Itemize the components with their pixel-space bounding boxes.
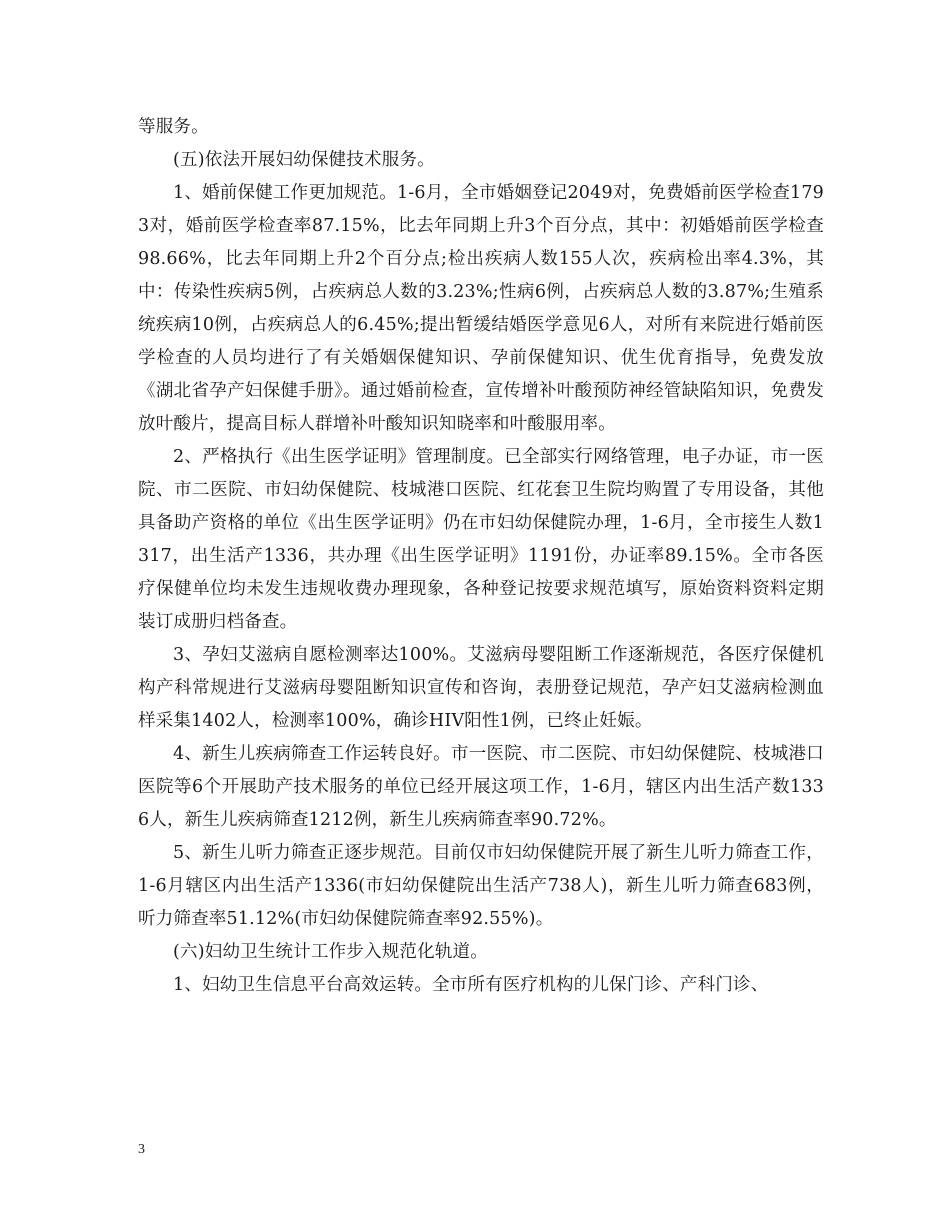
paragraph-hearing-screening: 5、新生儿听力筛查正逐步规范。目前仅市妇幼保健院开展了新生儿听力筛查工作，1-6月辖区内出生活产1336(市妇幼保健院出生活产738人)，新生儿听力筛查683例，听力筛查率51.12%(市妇幼保健院筛查率92.55%)。 [138, 843, 824, 929]
paragraph-newborn-screening: 4、新生儿疾病筛查工作运转良好。市一医院、市二医院、市妇幼保健院、枝城港口医院等6个开展助产技术服务的单位已经开展这项工作，1-6月，辖区内出生活产数1336人，新生儿疾病筛查1212例，新生儿疾病筛查率90.72%。 [138, 744, 824, 830]
section-heading-5: (五)依法开展妇幼保健技术服务。 [173, 150, 435, 170]
page-number: 3 [138, 1142, 145, 1157]
document-body [138, 111, 824, 1002]
paragraph-premarital-care: 1、婚前保健工作更加规范。1-6月，全市婚姻登记2049对，免费婚前医学检查1793对，婚前医学检查率87.15%，比去年同期上升3个百分点，其中：初婚婚前医学检查98.66%，比去年同期上升2个百分点;检出疾病人数155人次，疾病检出率4.3%，其中：传染性疾病5例，占疾病总人数的3.23%;性病6例，占疾病总人数的3.87%;生殖系统疾病10例，占疾病总人的6.45%;提出暂缓结婚医学意见6人，对所有来院进行婚前医学检查的人员均进行了有关婚姻保健知识、孕前保健知识、优生优育指导，免费发放《湖北省孕产妇保健手册》。通过婚前检查，宣传增补叶酸预防神经管缺陷知识，免费发放叶酸片，提高目标人群增补叶酸知识知晓率和叶酸服用率。 [138, 183, 824, 434]
section-heading-6: (六)妇幼卫生统计工作步入规范化轨道。 [173, 942, 488, 962]
paragraph-continuation: 等服务。 [138, 117, 209, 137]
paragraph-birth-certificate: 2、严格执行《出生医学证明》管理制度。已全部实行网络管理，电子办证，市一医院、市二医院、市妇幼保健院、枝城港口医院、红花套卫生院均购置了专用设备，其他具备助产资格的单位《出生医学证明》仍在市妇幼保健院办理，1-6月，全市接生人数1317，出生活产1336，共办理《出生医学证明》1191份，办证率89.15%。全市各医疗保健单位均未发生违规收费办理现象，各种登记按要求规范填写，原始资料资料定期装订成册归档备查。 [138, 447, 824, 632]
paragraph-hiv-testing: 3、孕妇艾滋病自愿检测率达100%。艾滋病母婴阻断工作逐渐规范，各医疗保健机构产科常规进行艾滋病母婴阻断知识宣传和咨询，表册登记规范，孕产妇艾滋病检测血样采集1402人，检测率100%，确诊HIV阳性1例，已终止妊娠。 [138, 645, 824, 731]
paragraph-info-platform: 1、妇幼卫生信息平台高效运转。全市所有医疗机构的儿保门诊、产科门诊、 [173, 975, 769, 995]
